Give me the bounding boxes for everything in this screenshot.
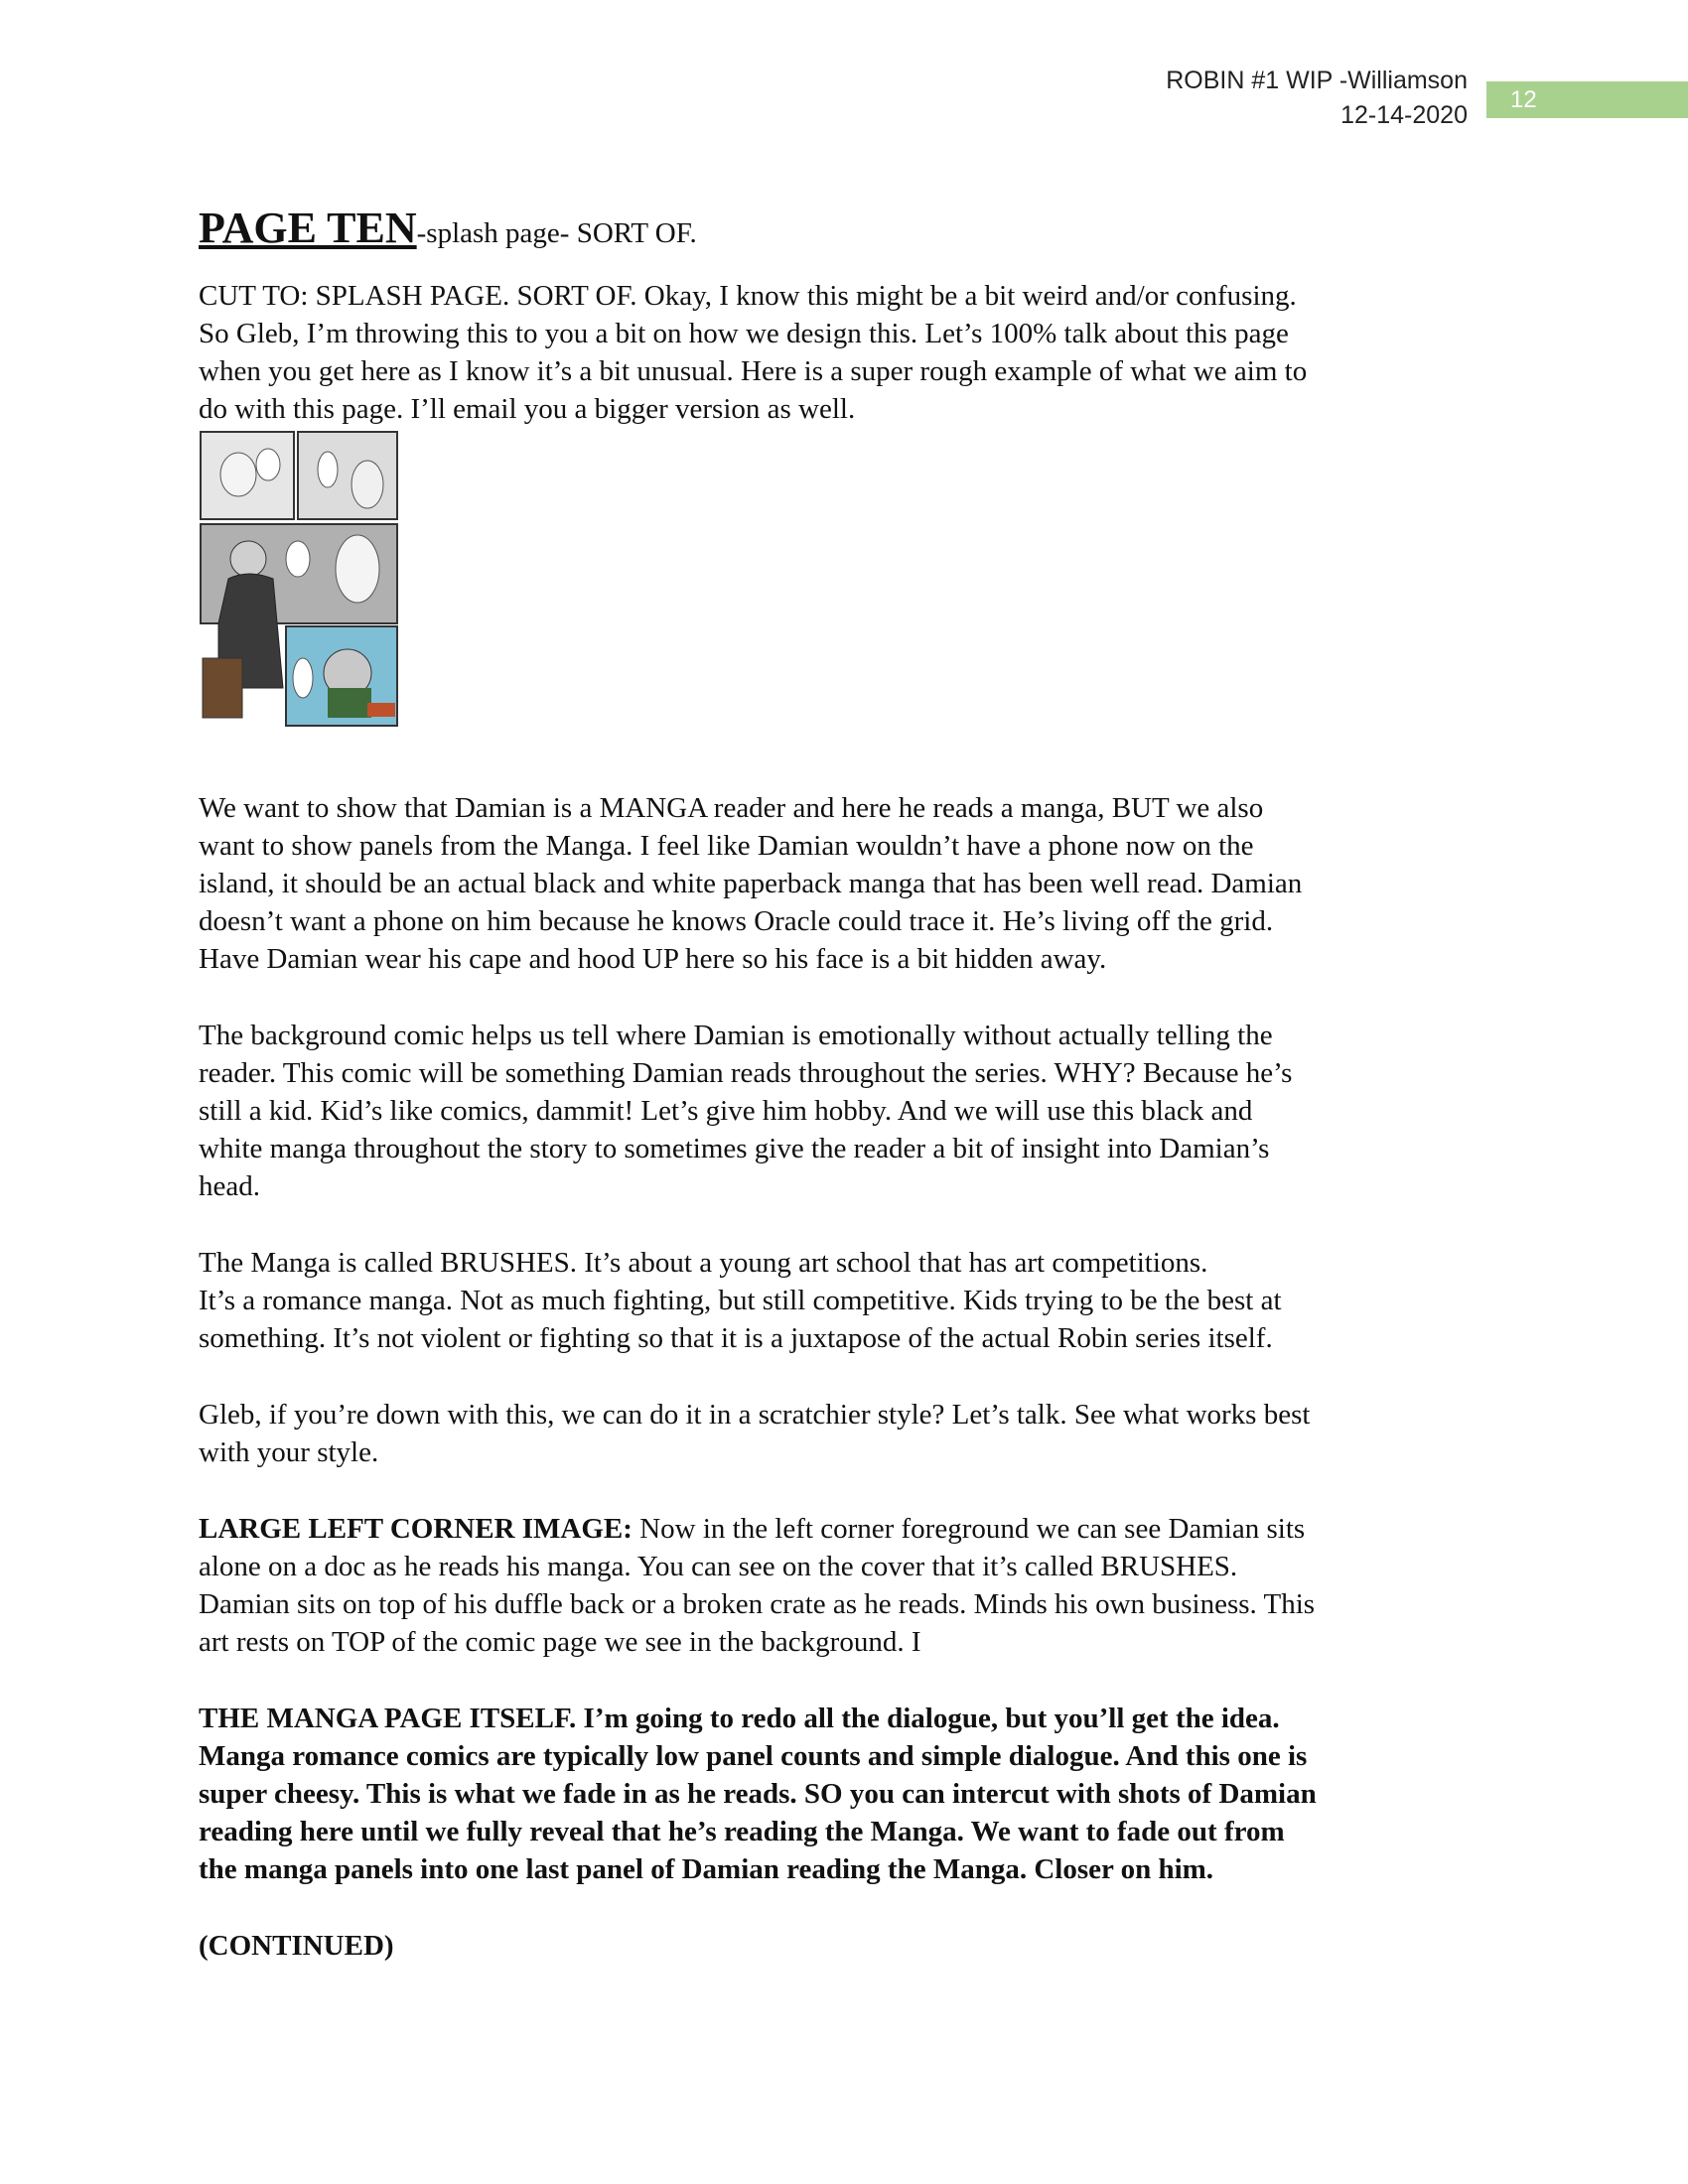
intro-line: do with this page. I’ll email you a bigger version as well. xyxy=(199,393,856,425)
body-line: still a kid. Kid’s like comics, dammit! Let’s give him hobby. And we will use this black and xyxy=(199,1095,1253,1127)
page-heading xyxy=(199,197,1489,265)
manga-sketch-image xyxy=(199,430,403,736)
body-line: with your style. xyxy=(199,1436,379,1468)
intro-line: CUT TO: SPLASH PAGE. SORT OF. Okay, I know this might be a bit weird and/or confusing. xyxy=(199,280,1297,312)
header-date: 12-14-2020 xyxy=(1340,101,1468,129)
page-title: PAGE TEN xyxy=(199,204,417,252)
body-line: alone on a doc as he reads his manga. You can see on the cover that it’s called BRUSHES. xyxy=(199,1551,1238,1582)
body-line: Gleb, if you’re down with this, we can do it in a scratchier style? Let’s talk. See what works best xyxy=(199,1399,1311,1431)
body-line: It’s a romance manga. Not as much fighting, but still competitive. Kids trying to be the best at xyxy=(199,1285,1282,1316)
manga-example-thumbnail xyxy=(199,430,403,736)
image-description: Now in the left corner foreground we can see Damian sits xyxy=(632,1513,1306,1545)
body-line: want to show panels from the Manga. I feel like Damian wouldn’t have a phone now on the xyxy=(199,830,1254,862)
image-label: LARGE LEFT CORNER IMAGE: xyxy=(199,1513,633,1545)
body-line: super cheesy. This is what we fade in as he reads. SO you can intercut with shots of Damian xyxy=(199,1778,1317,1810)
body-line: We want to show that Damian is a MANGA reader and here he reads a manga, BUT we also xyxy=(199,792,1264,824)
continued-label: (CONTINUED) xyxy=(199,1930,394,1962)
header-title: ROBIN #1 WIP -Williamson xyxy=(1166,67,1468,94)
intro-line: when you get here as I know it’s a bit unusual. Here is a super rough example of what we aim to xyxy=(199,355,1308,387)
body-line: reading here until we fully reveal that he’s reading the Manga. We want to fade out from xyxy=(199,1816,1285,1847)
page-header xyxy=(1166,64,1468,133)
body-line: the manga panels into one last panel of Damian reading the Manga. Closer on him. xyxy=(199,1853,1214,1885)
intro-line: So Gleb, I’m throwing this to you a bit on how we design this. Let’s 100% talk about this page xyxy=(199,318,1289,349)
body-line: reader. This comic will be something Damian reads throughout the series. WHY? Because he’s xyxy=(199,1057,1293,1089)
body-line: white manga throughout the story to sometimes give the reader a bit of insight into Damian’s xyxy=(199,1133,1270,1164)
body-line: island, it should be an actual black and white paperback manga that has been well read. Damian xyxy=(199,868,1303,899)
body-line: THE MANGA PAGE ITSELF. I’m going to redo all the dialogue, but you’ll get the idea. xyxy=(199,1703,1280,1734)
page-subtitle: -splash page- SORT OF. xyxy=(416,217,697,249)
body-line: The Manga is called BRUSHES. It’s about a young art school that has art competitions. xyxy=(199,1247,1208,1279)
page-number-badge: 12 xyxy=(1486,81,1688,118)
body-line xyxy=(199,1510,1489,1548)
body-line: art rests on TOP of the comic page we see in the background. I xyxy=(199,1626,921,1658)
body-line: something. It’s not violent or fighting so that it is a juxtapose of the actual Robin series itself. xyxy=(199,1322,1273,1354)
body-line: doesn’t want a phone on him because he knows Oracle could trace it. He’s living off the grid. xyxy=(199,905,1274,937)
body-line: Damian sits on top of his duffle back or a broken crate as he reads. Minds his own business. This xyxy=(199,1588,1316,1620)
body-line: Have Damian wear his cape and hood UP here so his face is a bit hidden away. xyxy=(199,943,1107,975)
body-line: head. xyxy=(199,1170,260,1202)
script-body xyxy=(199,197,1489,1965)
body-line: Manga romance comics are typically low panel counts and simple dialogue. And this one is xyxy=(199,1740,1308,1772)
body-line: The background comic helps us tell where Damian is emotionally without actually telling the xyxy=(199,1020,1273,1051)
